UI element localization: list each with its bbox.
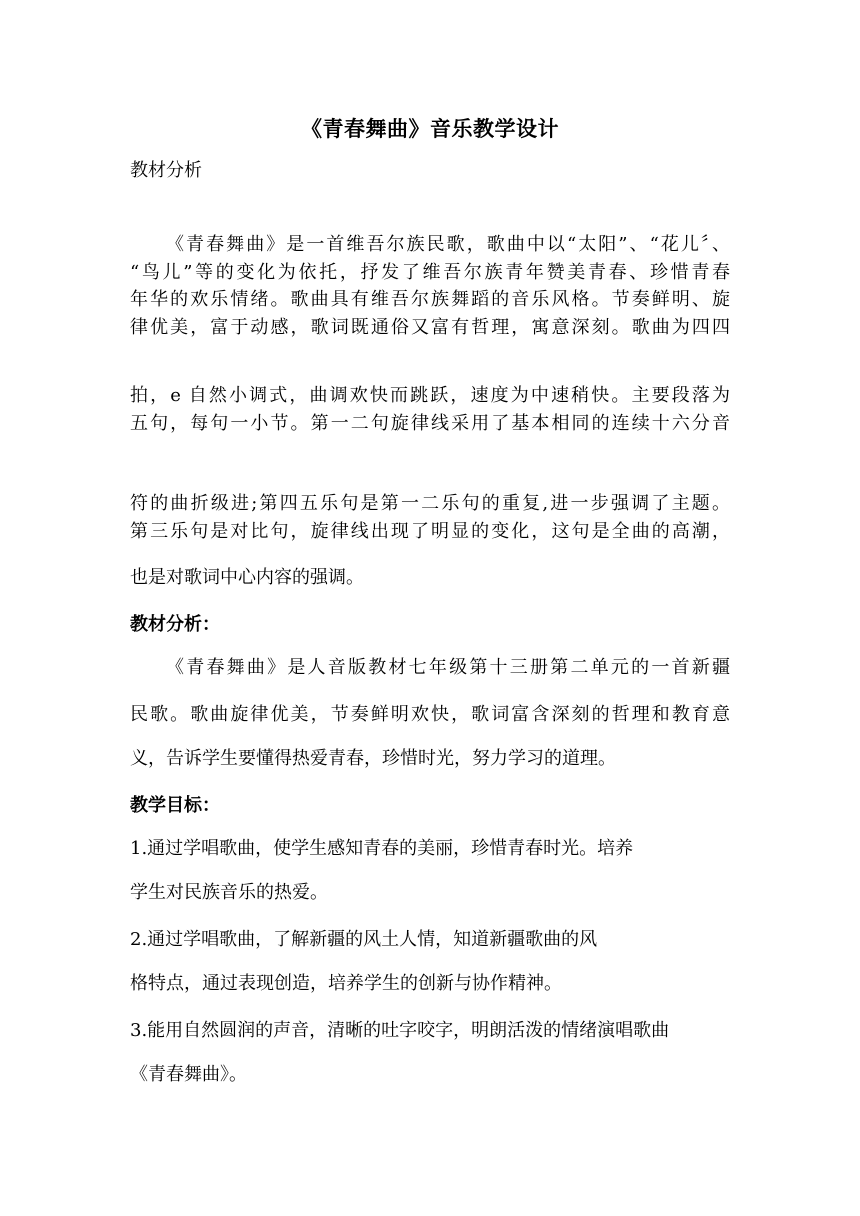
document-title: 《青春舞曲》音乐教学设计 (301, 117, 559, 141)
paragraph-line: 《青春舞曲》是人音版教材七年级第十三册第二单元的一首新疆 (166, 657, 730, 678)
paragraph-line: 符的曲折级进;第四五乐句是第一二乐句的重复,进一步强调了主题。 (130, 493, 730, 514)
goal-item-2-line-1: 2.通过学唱歌曲，了解新疆的风土人情，知道新疆歌曲的风 (130, 929, 598, 950)
section-heading-material-analysis-2: 教材分析： (130, 614, 220, 635)
section-heading-teaching-goals: 教学目标： (130, 795, 220, 816)
paragraph-line: 五句，每句一小节。第一二句旋律线采用了基本相同的连续十六分音 (130, 413, 730, 434)
paragraph-line: 《青春舞曲》是一首维吾尔族民歌，歌曲中以“太阳”、“花儿〞、 (166, 234, 730, 255)
goal-item-3-line-2: 《青春舞曲》。 (130, 1064, 247, 1085)
paragraph-line: 也是对歌词中心内容的强调。 (130, 567, 364, 588)
goal-item-2-line-2: 格特点，通过表现创造，培养学生的创新与协作精神。 (130, 973, 562, 994)
goal-item-1-line-2: 学生对民族音乐的热爱。 (130, 882, 328, 903)
paragraph-line: 律优美，富于动感，歌词既通俗又富有哲理，寓意深刻。歌曲为四四 (130, 317, 730, 338)
paragraph-line: 第三乐句是对比句，旋律线出现了明显的变化，这句是全曲的高潮， (130, 521, 730, 542)
paragraph-line: “鸟儿”等的变化为依托，抒发了维吾尔族青年赞美青春、珍惜青春 (130, 262, 730, 283)
goal-item-1-line-1: 1.通过学唱歌曲，使学生感知青春的美丽，珍惜青春时光。培养 (130, 838, 634, 859)
paragraph-line: 民歌。歌曲旋律优美，节奏鲜明欢快，歌词富含深刻的哲理和教育意 (130, 704, 730, 725)
section-heading-material-analysis: 教材分析 (130, 160, 202, 181)
goal-item-3-line-1: 3.能用自然圆润的声音，清晰的吐字咬字，明朗活泼的情绪演唱歌曲 (130, 1020, 670, 1041)
paragraph-line: 拍，e 自然小调式，曲调欢快而跳跃，速度为中速稍快。主要段落为 (130, 385, 730, 406)
paragraph-line: 义，告诉学生要懂得热爱青春，珍惜时光，努力学习的道理。 (130, 748, 616, 769)
paragraph-line: 年华的欢乐情绪。歌曲具有维吾尔族舞蹈的音乐风格。节奏鲜明、旋 (130, 289, 730, 310)
